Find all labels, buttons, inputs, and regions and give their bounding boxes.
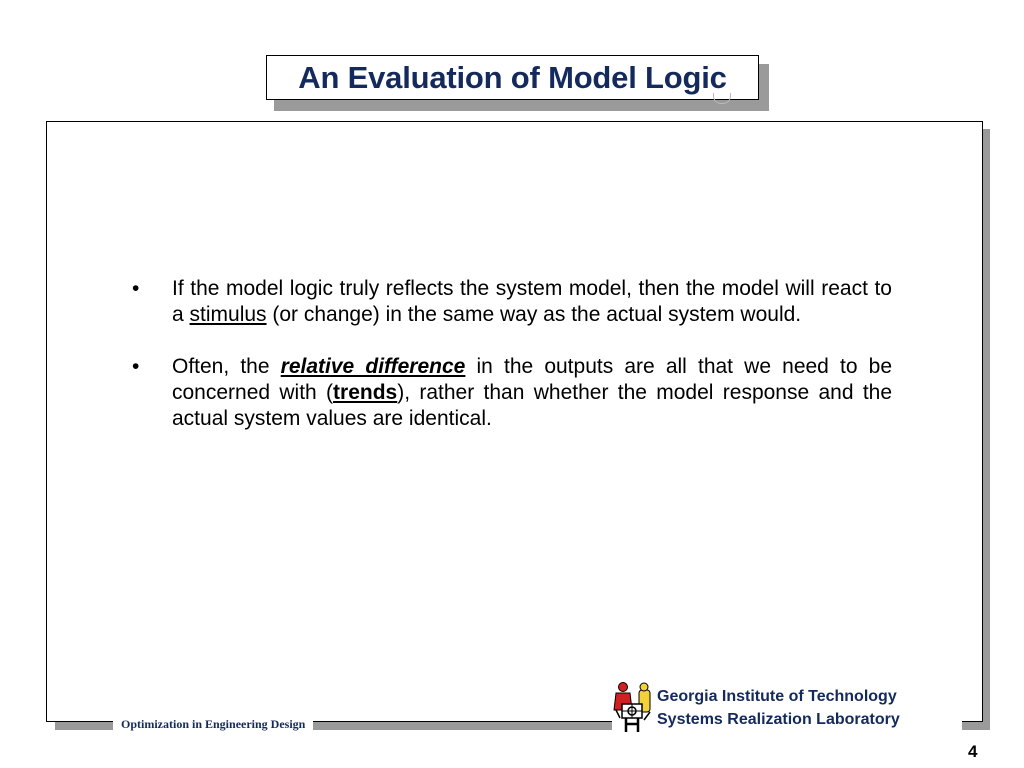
emphasis-trends: trends [333, 381, 398, 404]
bullet-list [128, 276, 892, 458]
bullet-text: (or change) in the same way as the actual system would. [266, 303, 802, 326]
bullet-marker: • [132, 355, 140, 378]
bullet-text: in the outputs are all that we need to be concerned with ( [172, 355, 893, 404]
page-number: 4 [968, 742, 978, 761]
org-name: Georgia Institute of Technology [657, 688, 897, 705]
emphasis-stimulus: stimulus [189, 303, 267, 326]
title-box [266, 55, 759, 100]
gt-srl-logo-icon [612, 682, 654, 734]
bullet-item [128, 276, 892, 328]
bullet-marker: • [132, 277, 140, 300]
course-name: Optimization in Engineering Design [113, 713, 313, 735]
bullet-text: Often, the [172, 355, 281, 378]
slide-title: An Evaluation of Model Logic [298, 59, 727, 95]
emphasis-relative-difference: relative difference [280, 355, 466, 378]
bullet-item [128, 354, 892, 432]
bullet-text: If the model logic truly reflects the system model, then the model will react to a [172, 277, 892, 326]
bullet-text: ), rather than whether the model response and the actual system values are identical. [172, 381, 893, 430]
lab-name: Systems Realization Laboratory [657, 711, 900, 728]
